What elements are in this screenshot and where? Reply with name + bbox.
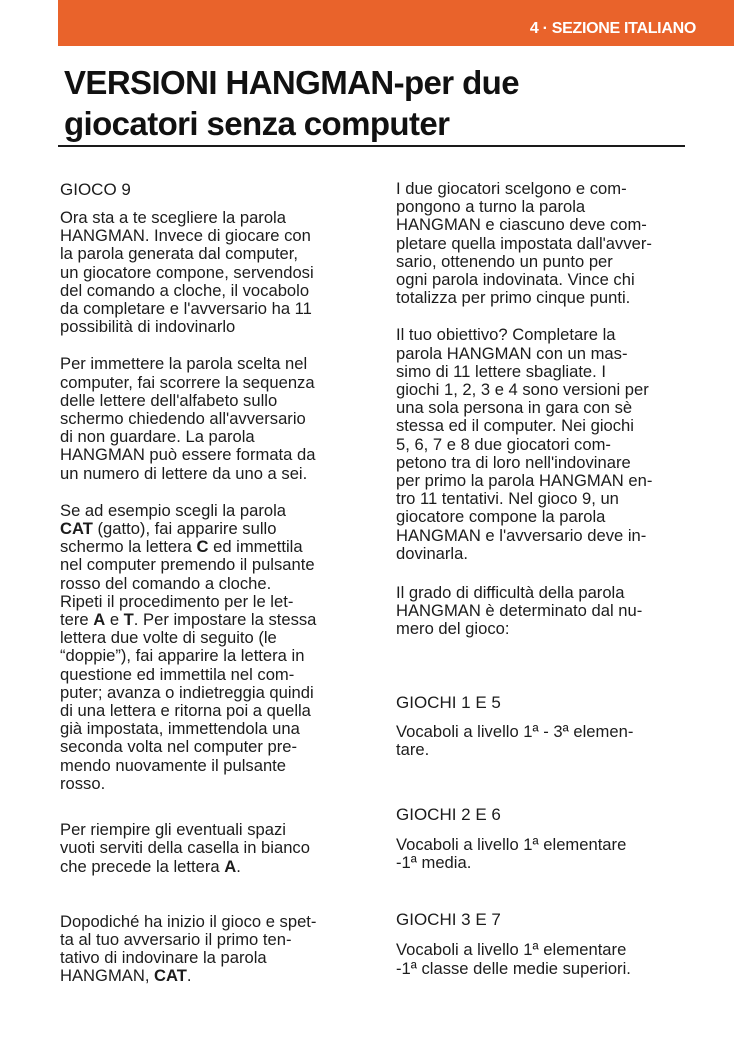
text-run: .: [186, 966, 192, 986]
paragraph-game-start: [60, 913, 372, 986]
text-run: (gatto), fai apparire sullo schermo la lettera: [60, 519, 277, 557]
right-column: [396, 180, 708, 978]
text-run: .: [236, 856, 241, 876]
title-line-1: VERSIONI HANGMAN-per due: [64, 64, 519, 101]
text-run: Per riempire gli eventuali spazi vuoti serviti della casella in bianco che precede la lettera: [60, 820, 310, 876]
games-3-7-heading: GIOCHI 3 E 7: [396, 910, 501, 930]
section-label: 4 · SEZIONE ITALIANO: [529, 20, 696, 37]
games-1-5-heading: GIOCHI 1 E 5: [396, 692, 501, 712]
page-title: [64, 62, 704, 144]
games-3-7-text: Vocaboli a livello 1ª elementare -1ª classe delle medie superiori.: [396, 940, 631, 978]
games-1-5-text: Vocaboli a livello 1ª - 3ª elemen- tare.: [396, 721, 634, 759]
games-2-6-heading: GIOCHI 2 E 6: [396, 805, 501, 825]
games-2-6-text: Vocaboli a livello 1ª elementare -1ª media.: [396, 835, 627, 873]
bold-letter: T: [123, 610, 134, 630]
paragraph-objective: Il tuo obiettivo? Completare la parola HANGMAN con un mas- simo di 11 lettere sbagliate. I giochi 1, 2, 3 e 4 sono versioni per una sola persona in gara con sè stessa ed il computer. Nei giochi 5, 6, 7 e 8 due giocatori com- petono tra di loro nell'indovinare per primo la parola HANGMAN en- tro 11 tentativi. Nel gioco 9, un giocatore compone la parola HANGMAN e l'avversario deve in- dovinarla.: [396, 325, 653, 563]
bold-word: CAT: [60, 519, 93, 539]
game-9-heading: GIOCO 9: [60, 180, 131, 199]
paragraph-difficulty: Il grado di difficultà della parola HANGMAN è determinato dal nu- mero del gioco:: [396, 583, 643, 639]
bold-letter: C: [196, 537, 209, 557]
paragraph-blank-spaces: [60, 821, 372, 876]
bold-letter: A: [224, 856, 237, 876]
text-run: e: [105, 610, 124, 630]
text-run: Se ad esempio scegli la parola: [60, 500, 286, 520]
text-run: ed immettila nel computer premendo il pulsante rosso del comando a cloche. Ripeti il procedimento per le let- tere: [60, 537, 315, 630]
bold-word: CAT: [154, 966, 187, 986]
paragraph-two-players: I due giocatori scelgono e com- pongono a turno la parola HANGMAN e ciascuno deve com- pletare quella impostata dall'avver- sario, ottenendo un punto per ogni parola indovinata. Vince chi totalizza per primo cinque punti.: [396, 179, 652, 308]
paragraph-example: [60, 502, 372, 793]
paragraph-intro: Ora sta a te scegliere la parola HANGMAN. Invece di giocare con la parola generata dal computer, un giocatore compone, servendosi del comando a cloche, il vocabolo da completare e l'avversario ha 11 possibilità di indovinarlo: [60, 208, 314, 337]
paragraph-entering-word: Per immettere la parola scelta nel computer, fai scorrere la sequenza delle lettere dell'alfabeto sullo schermo chiedendo all'avversario di non guardare. La parola HANGMAN può essere formata da un numero di lettere da uno a sei.: [60, 354, 316, 483]
text-run: . Per impostare la stessa lettera due volte di seguito (le “doppie”), fai apparire la lettera in questione ed immettila nel com- puter; avanza o indietreggia quindi di una lettera e ritorna poi a quella già impostata, immettendola una seconda volta nel computer pre- mendo nuovamente il pulsante rosso.: [60, 610, 317, 793]
text-run: Dopodiché ha inizio il gioco e spet- ta al tuo avversario il primo ten- tativo di indovinare la parola HANGMAN,: [60, 911, 317, 986]
bold-letter: A: [93, 610, 106, 630]
left-column: [60, 180, 372, 986]
title-line-2: giocatori senza computer: [64, 105, 450, 142]
title-divider: [58, 145, 685, 147]
